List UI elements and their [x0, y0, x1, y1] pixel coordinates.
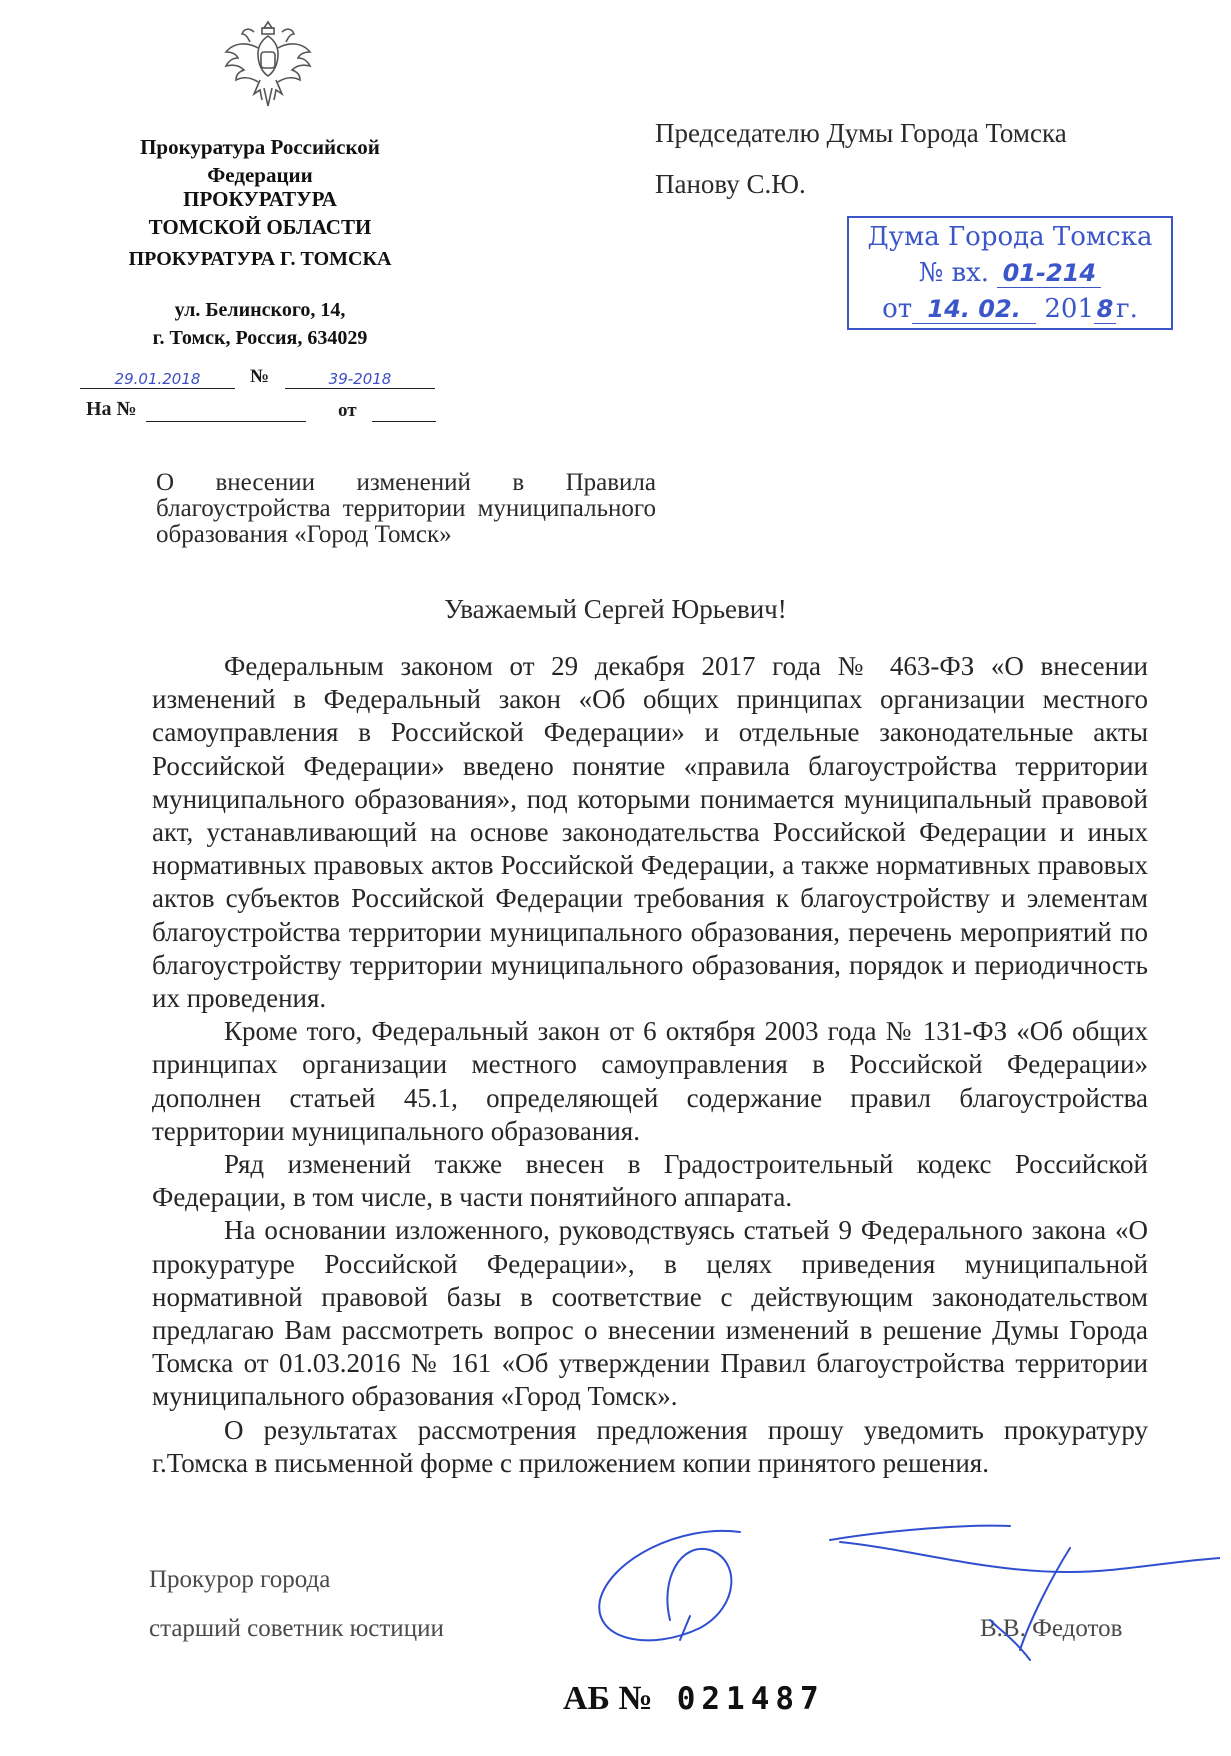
letter-body: [152, 650, 1148, 1480]
sender-address-line1: ул. Белинского, 14,: [174, 299, 346, 321]
addressee-position: Председателю Думы Города Томска: [655, 118, 1067, 148]
body-paragraph: Ряд изменений также внесен в Градостроительный кодекс Российской Федерации, в том числе, в части понятийного аппарата.: [152, 1149, 1148, 1213]
letter-subject: О внесении изменений в Правила благоустройства территории муниципального образования «Город Томск»: [156, 469, 656, 548]
serial-prefix: АБ №: [563, 1680, 653, 1717]
stamp-number-label: № вх.: [918, 258, 990, 288]
greeting: Уважаемый Сергей Юрьевич!: [444, 594, 787, 624]
reply-to-number-blank: [146, 421, 306, 422]
signatory-name: В.В. Федотов: [980, 1615, 1123, 1642]
addressee-name: Панову С.Ю.: [655, 169, 806, 199]
sender-address: [110, 296, 410, 352]
stamp-title: Дума Города Томска: [867, 222, 1153, 252]
stamp-number-value: 01-214: [997, 259, 1101, 288]
stamp-date-value: 14. 02.: [912, 295, 1036, 324]
body-paragraph: На основании изложенного, руководствуясь статьей 9 Федерального закона «О прокуратуре Российской Федерации», в целях приведения муниципальной нормативной правовой базы в соответствие с действующим законодательством предлагаю Вам рассмотреть вопрос о внесении изменений в решение Думы Города Томска от 01.03.2016 № 161 «Об утверждении Правил благоустройства территории муниципального образования «Город Томск».: [152, 1215, 1148, 1412]
reference-number-label: №: [250, 366, 270, 387]
reply-to-date-label: от: [338, 400, 357, 421]
sender-organization: [110, 133, 410, 189]
reference-date: 29.01.2018: [80, 370, 235, 389]
body-paragraph: Кроме того, Федеральный закон от 6 октября 2003 года № 131-ФЗ «Об общих принципах организации местного самоуправления в Российской Федерации» дополнен статьей 45.1, определяющей содержание правил благоустройства территории муниципального образования.: [152, 1016, 1148, 1146]
sender-org-line2: Федерации: [207, 163, 313, 187]
signatory-title: Прокурор города: [149, 1566, 331, 1593]
reply-to-number-label: На №: [86, 398, 137, 420]
serial-number: 021487: [676, 1681, 825, 1717]
body-paragraph: О результатах рассмотрения предложения прошу уведомить прокуратуру г.Томска в письменной форме с приложением копии принятого решения.: [152, 1414, 1148, 1478]
sender-org-line3: ПРОКУРАТУРА: [183, 187, 337, 211]
sender-regional-office: [110, 185, 410, 241]
sender-org-line1: Прокуратура Российской: [140, 135, 380, 159]
body-paragraph: Федеральным законом от 29 декабря 2017 года № 463-ФЗ «О внесении изменений в Федеральный закон «Об общих принципах организации местного самоуправления в Российской Федерации» и отдельные законодательные акты Российской Федерации» введено понятие «правила благоустройства территории муниципального образования», под которыми понимается муниципальный правовой акт, устанавливающий на основе законодательства Российской Федерации и иных нормативных правовых актов Российской Федерации, а также нормативных правовых актов субъектов Российской Федерации требования к благоустройству и элементам благоустройства территории муниципального образования, перечень мероприятий по благоустройству территории муниципального образования, порядок и периодичность их проведения.: [152, 651, 1148, 1014]
stamp-number-row: [849, 258, 1171, 288]
stamp-year-digit: 8: [1094, 295, 1116, 324]
stamp-year-suffix: г.: [1116, 294, 1138, 324]
sender-org-line4: ТОМСКОЙ ОБЛАСТИ: [148, 215, 372, 239]
reference-number: 39-2018: [285, 370, 435, 389]
sender-city-office: ПРОКУРАТУРА Г. ТОМСКА: [128, 248, 392, 270]
stamp-year-prefix: 201: [1044, 294, 1095, 324]
stamp-date-row: [849, 294, 1171, 324]
handwritten-signature: [590, 1520, 1220, 1670]
signatory-rank: старший советник юстиции: [149, 1615, 444, 1642]
sender-address-line2: г. Томск, Россия, 634029: [152, 327, 368, 349]
reply-to-date-blank: [372, 421, 436, 422]
incoming-registration-stamp: [847, 216, 1173, 330]
coat-of-arms-emblem: [220, 18, 316, 118]
stamp-date-label: от: [882, 294, 913, 324]
form-serial-number: [563, 1680, 825, 1718]
